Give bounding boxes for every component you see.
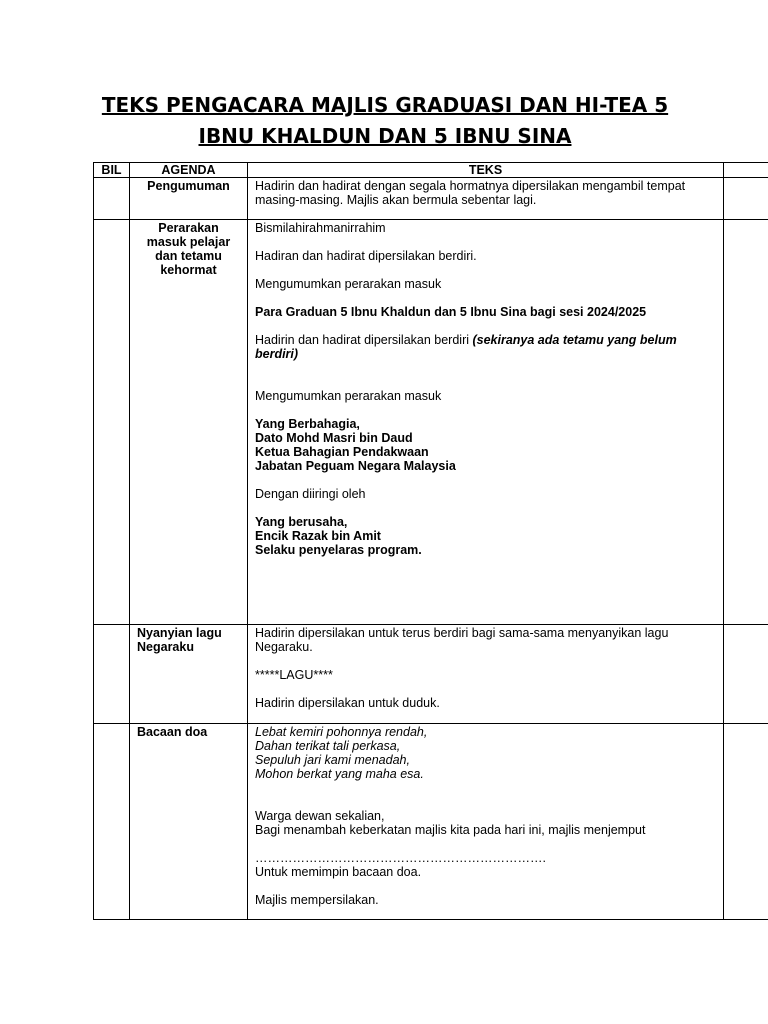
cell-agenda: Nyanyian lagu Negaraku [130,625,248,724]
table-row [94,625,768,724]
text-line: Majlis mempersilakan. [255,893,379,907]
text-line: berdiri) [255,347,299,361]
cell-teks [248,220,724,625]
cell-bil [94,178,130,220]
table-row [94,724,768,920]
text-line: Bismilahirahmanirrahim [255,221,386,235]
cell-extra [724,220,768,625]
header-bil: BIL [94,163,130,178]
cell-teks [248,178,724,220]
cell-bil [94,220,130,625]
header-extra [724,163,768,178]
cell-extra [724,625,768,724]
cell-extra [724,178,768,220]
text-line: Bagi menambah keberkatan majlis kita pada hari ini, majlis menjemput [255,823,646,837]
cell-extra [724,724,768,920]
title-line-2: IBNU KHALDUN DAN 5 IBNU SINA [198,124,572,148]
text-line: Hadiran dan hadirat dipersilakan berdiri. [255,249,477,263]
text-line: Yang berusaha, [255,515,348,529]
text-line: Encik Razak bin Amit [255,529,381,543]
table-row [94,220,768,625]
text-line: Lebat kemiri pohonnya rendah, [255,725,428,739]
text-line: Hadirin dan hadirat dengan segala hormatnya dipersilakan mengambil tempat [255,179,686,193]
text-line: Hadirin dipersilakan untuk duduk. [255,696,440,710]
text-line: Selaku penyelaras program. [255,543,422,557]
text-line: Warga dewan sekalian, [255,809,385,823]
cell-bil [94,625,130,724]
text-line: Negaraku. [255,640,313,654]
table-row [94,178,768,220]
text-span: Hadirin dan hadirat dipersilakan berdiri [255,333,473,347]
text-line [255,333,716,347]
cell-agenda: Pengumuman [130,178,248,220]
text-line: *****LAGU**** [255,668,333,682]
text-line: Dengan diiringi oleh [255,487,366,501]
text-line: Jabatan Peguam Negara Malaysia [255,459,456,473]
text-line: Dahan terikat tali perkasa, [255,739,401,753]
text-line: ……………………………………………………………. [255,851,546,865]
document-title [60,90,710,152]
table-header-row [94,163,768,178]
text-line: Sepuluh jari kami menadah, [255,753,410,767]
cell-agenda: Bacaan doa [130,724,248,920]
text-line: Mengumumkan perarakan masuk [255,277,442,291]
text-line: Untuk memimpin bacaan doa. [255,865,422,879]
text-span: (sekiranya ada tetamu yang belum [472,333,677,347]
header-teks: TEKS [248,163,724,178]
text-line: Yang Berbahagia, [255,417,360,431]
text-line: masing-masing. Majlis akan bermula sebentar lagi. [255,193,537,207]
text-line: Para Graduan 5 Ibnu Khaldun dan 5 Ibnu Sina bagi sesi 2024/2025 [255,305,647,319]
text-line: Dato Mohd Masri bin Daud [255,431,413,445]
text-line: Mohon berkat yang maha esa. [255,767,424,781]
text-line: Mengumumkan perarakan masuk [255,389,442,403]
cell-teks [248,724,724,920]
cell-agenda: Perarakan masuk pelajar dan tetamu kehormat [130,220,248,625]
agenda-table [93,162,768,920]
cell-bil [94,724,130,920]
header-agenda: AGENDA [130,163,248,178]
cell-teks [248,625,724,724]
title-line-1: TEKS PENGACARA MAJLIS GRADUASI DAN HI-TEA 5 [101,93,669,117]
text-line: Ketua Bahagian Pendakwaan [255,445,429,459]
text-line: Hadirin dipersilakan untuk terus berdiri bagi sama-sama menyanyikan lagu [255,626,669,640]
